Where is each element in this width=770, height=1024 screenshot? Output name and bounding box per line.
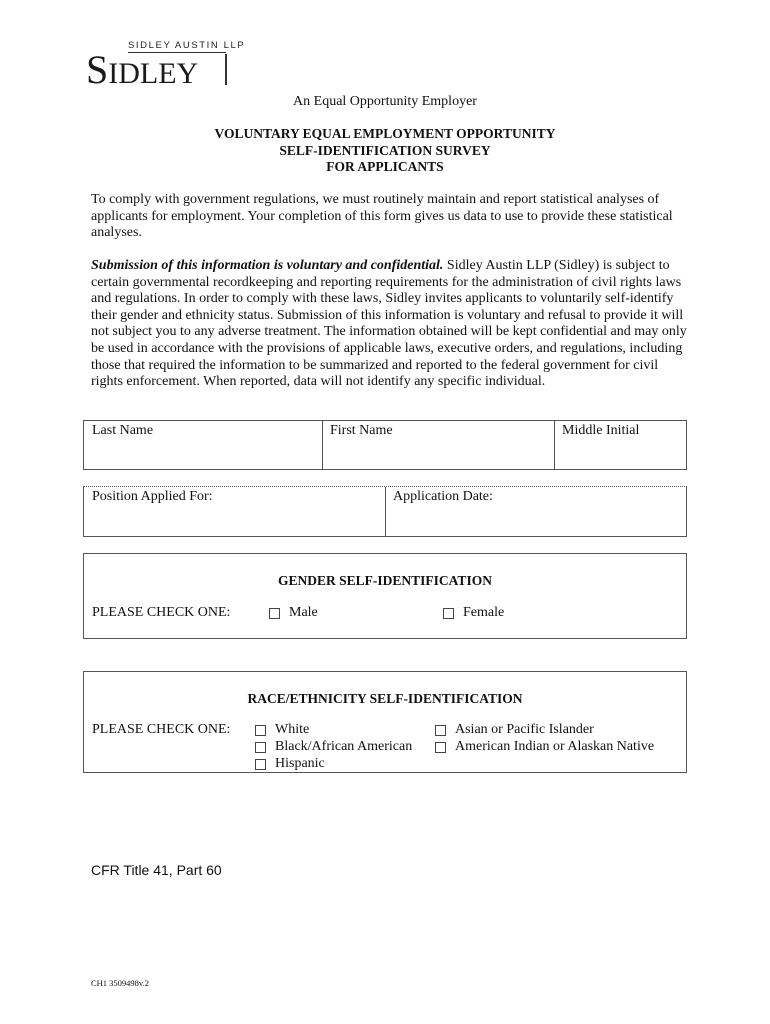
logo-bar [225,54,227,85]
confidentiality-emphasis: Submission of this information is voluntary and confidential. [91,258,444,273]
logo-firm-name: SIDLEY AUSTIN LLP [128,40,246,51]
race-prompt: PLEASE CHECK ONE: [92,722,231,737]
form-title [0,126,770,176]
gender-prompt: PLEASE CHECK ONE: [92,605,231,620]
cfr-reference: CFR Title 41, Part 60 [91,862,222,878]
divider [322,421,323,469]
sidley-logo [86,40,246,92]
race-option-black[interactable]: Black/African American [255,739,412,755]
checkbox[interactable] [255,725,266,736]
race-option-hispanic[interactable]: Hispanic [255,756,325,772]
name-fields-box [83,420,687,470]
gender-heading: GENDER SELF-IDENTIFICATION [278,573,492,588]
race-option-asian[interactable]: Asian or Pacific Islander [435,722,594,738]
race-option-american-indian[interactable]: American Indian or Alaskan Native [435,739,654,755]
last-name-field[interactable]: Last Name [92,423,154,438]
position-fields-box [83,486,687,537]
race-heading: RACE/ETHNICITY SELF-IDENTIFICATION [247,691,523,706]
document-id: CH1 3509498v.2 [91,978,150,988]
title-line: FOR APPLICANTS [326,159,444,174]
race-section [83,671,687,773]
first-name-field[interactable]: First Name [330,423,393,438]
position-applied-field[interactable]: Position Applied For: [92,489,213,504]
gender-option-male[interactable]: Male [269,605,318,621]
divider [554,421,555,469]
checkbox[interactable] [269,608,280,619]
gender-option-female[interactable]: Female [443,605,504,621]
gender-section [83,553,687,639]
checkbox[interactable] [255,742,266,753]
confidentiality-paragraph [91,258,687,391]
checkbox[interactable] [443,608,454,619]
divider [385,487,386,536]
employer-line: An Equal Opportunity Employer [293,94,477,109]
checkbox[interactable] [435,725,446,736]
checkbox[interactable] [435,742,446,753]
race-option-white[interactable]: White [255,722,309,738]
title-line: VOLUNTARY EQUAL EMPLOYMENT OPPORTUNITY [214,126,556,141]
title-line: SELF-IDENTIFICATION SURVEY [279,142,491,158]
middle-initial-field[interactable]: Middle Initial [562,423,640,438]
application-date-field[interactable]: Application Date: [393,489,493,504]
confidentiality-text: Sidley Austin LLP (Sidley) is subject to certain governmental recordkeeping and reporting requirements for the administration of civil rights laws and regulations. In order to comply with these laws, Sidley invites applicants to voluntarily self-identify their gender and ethnicity status. Submission of this information is voluntary and refusal to provide it will not subject you to any adverse treatment. The information obtained will be kept confidential and may only be used in accordance with the provisions of applicable laws, executive orders, and regulations, including those that required the information to be summarized and reported to the federal government for civil rights enforcement. When reported, data will not identify any specific individual. [91,258,687,390]
intro-paragraph: To comply with government regulations, we must routinely maintain and report statistical analyses of applicants for employment. Your completion of this form gives us data to use to provide these statistical analyses. [91,192,673,241]
logo-wordmark: SIDLEY [86,47,199,92]
checkbox[interactable] [255,759,266,770]
